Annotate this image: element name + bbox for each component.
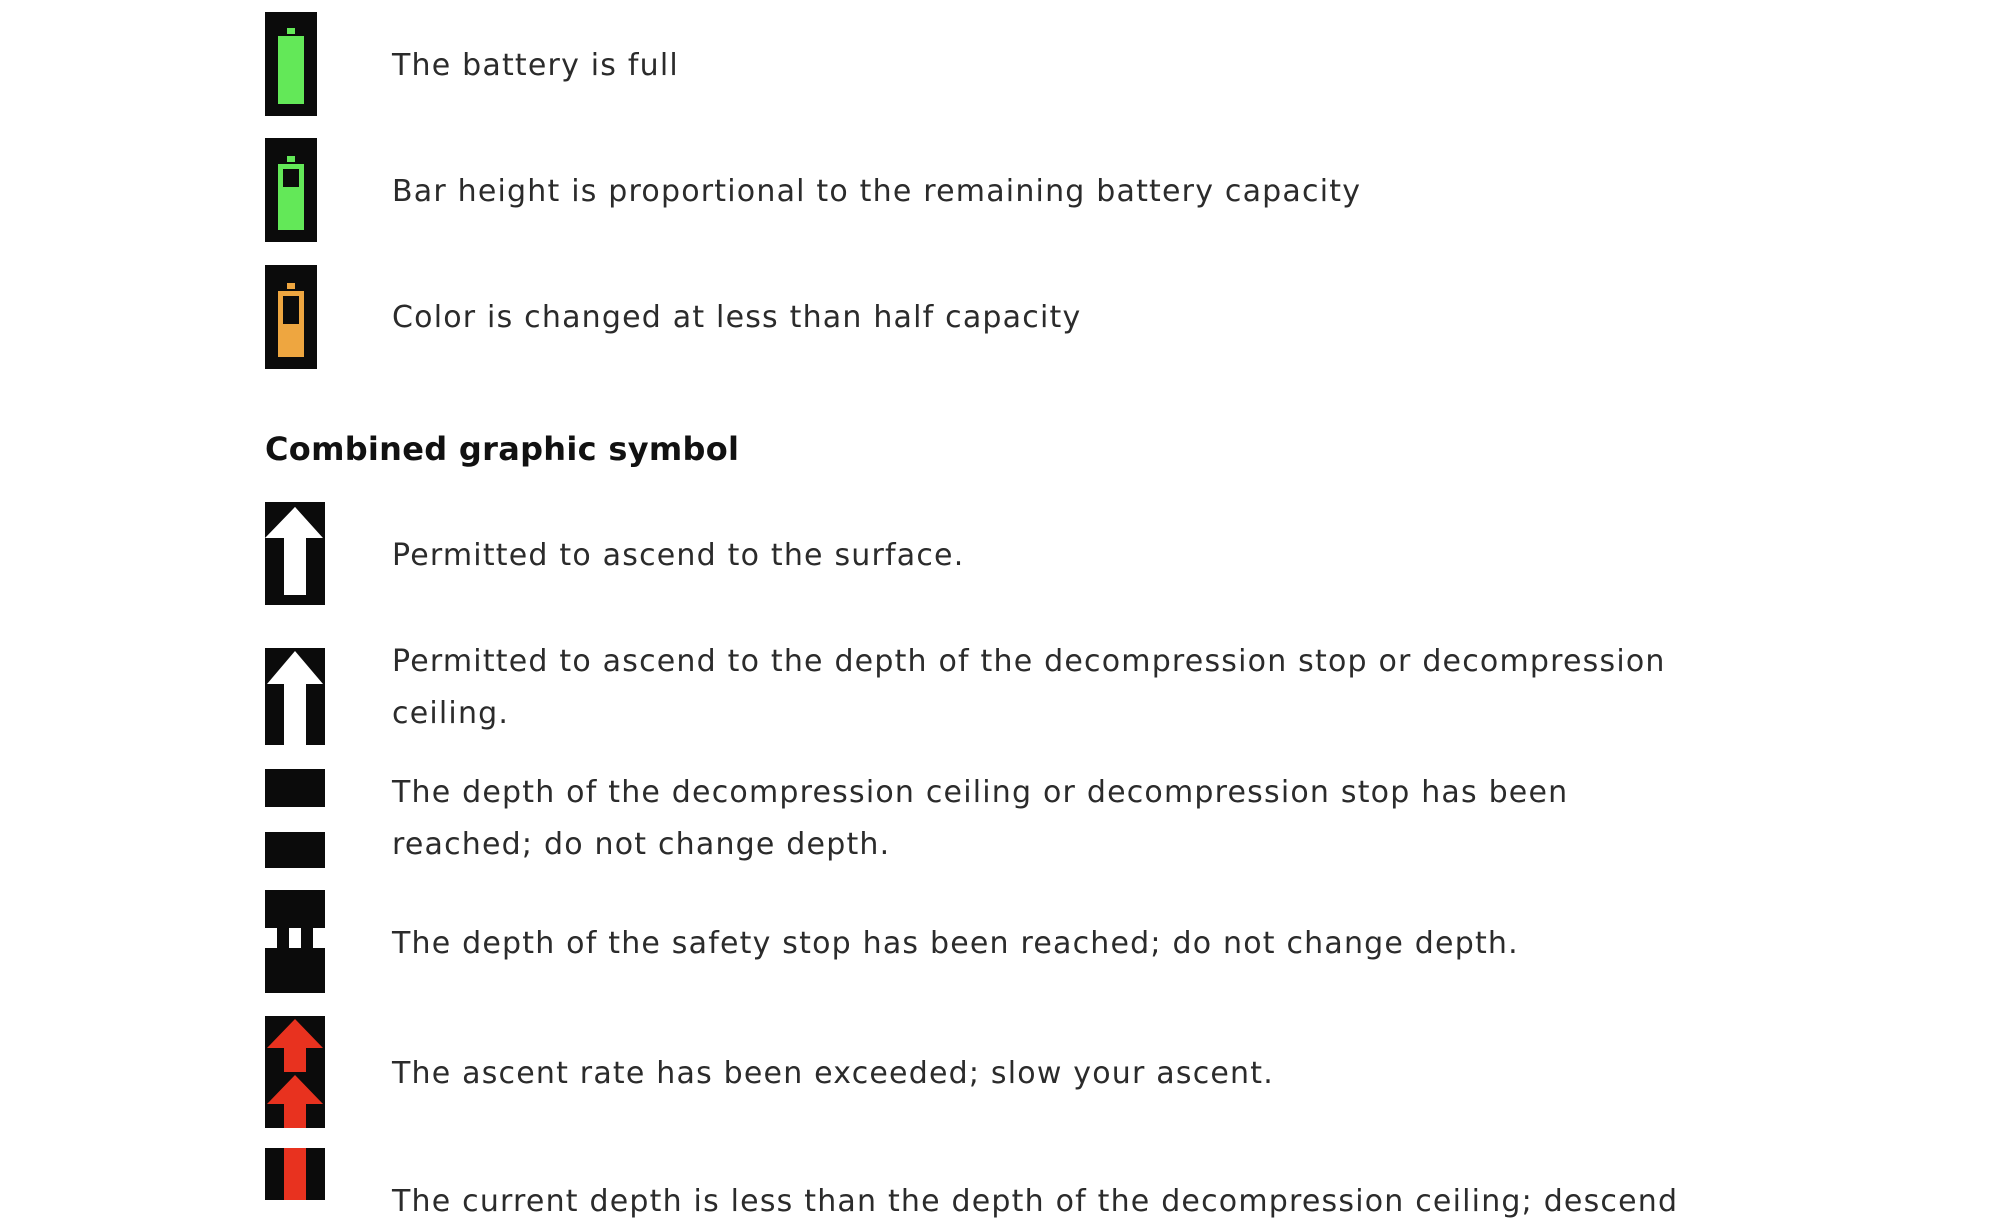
stop-depth-reached-icon <box>265 769 325 868</box>
battery-full-icon <box>265 12 317 116</box>
battery-partial-text: Bar height is proportional to the remaining battery capacity <box>392 174 1362 209</box>
battery-partial-icon <box>265 138 317 242</box>
ascent-rate-exceeded-text: The ascent rate has been exceeded; slow your ascent. <box>392 1056 1274 1091</box>
ascent-rate-exceeded-icon <box>265 1016 325 1128</box>
section-heading: Combined graphic symbol <box>265 430 740 468</box>
stop-depth-reached-text: The depth of the decompression ceiling or decompression stop has been reached; do not change depth. <box>392 775 1569 862</box>
safety-stop-reached-text: The depth of the safety stop has been reached; do not change depth. <box>392 926 1519 961</box>
battery-low-icon <box>265 265 317 369</box>
safety-stop-reached-icon <box>265 890 325 993</box>
ascend-to-stop-text: Permitted to ascend to the depth of the decompression stop or decompression ceiling. <box>392 644 1666 731</box>
ascend-to-stop-icon <box>265 648 325 745</box>
battery-full-text: The battery is full <box>392 48 679 83</box>
ascend-to-surface-icon <box>265 502 325 605</box>
battery-low-text: Color is changed at less than half capacity <box>392 300 1082 335</box>
above-ceiling-text: The current depth is less than the depth of the decompression ceiling; descend <box>392 1184 1679 1219</box>
ascend-to-surface-text: Permitted to ascend to the surface. <box>392 538 965 573</box>
above-ceiling-icon <box>265 1148 325 1200</box>
